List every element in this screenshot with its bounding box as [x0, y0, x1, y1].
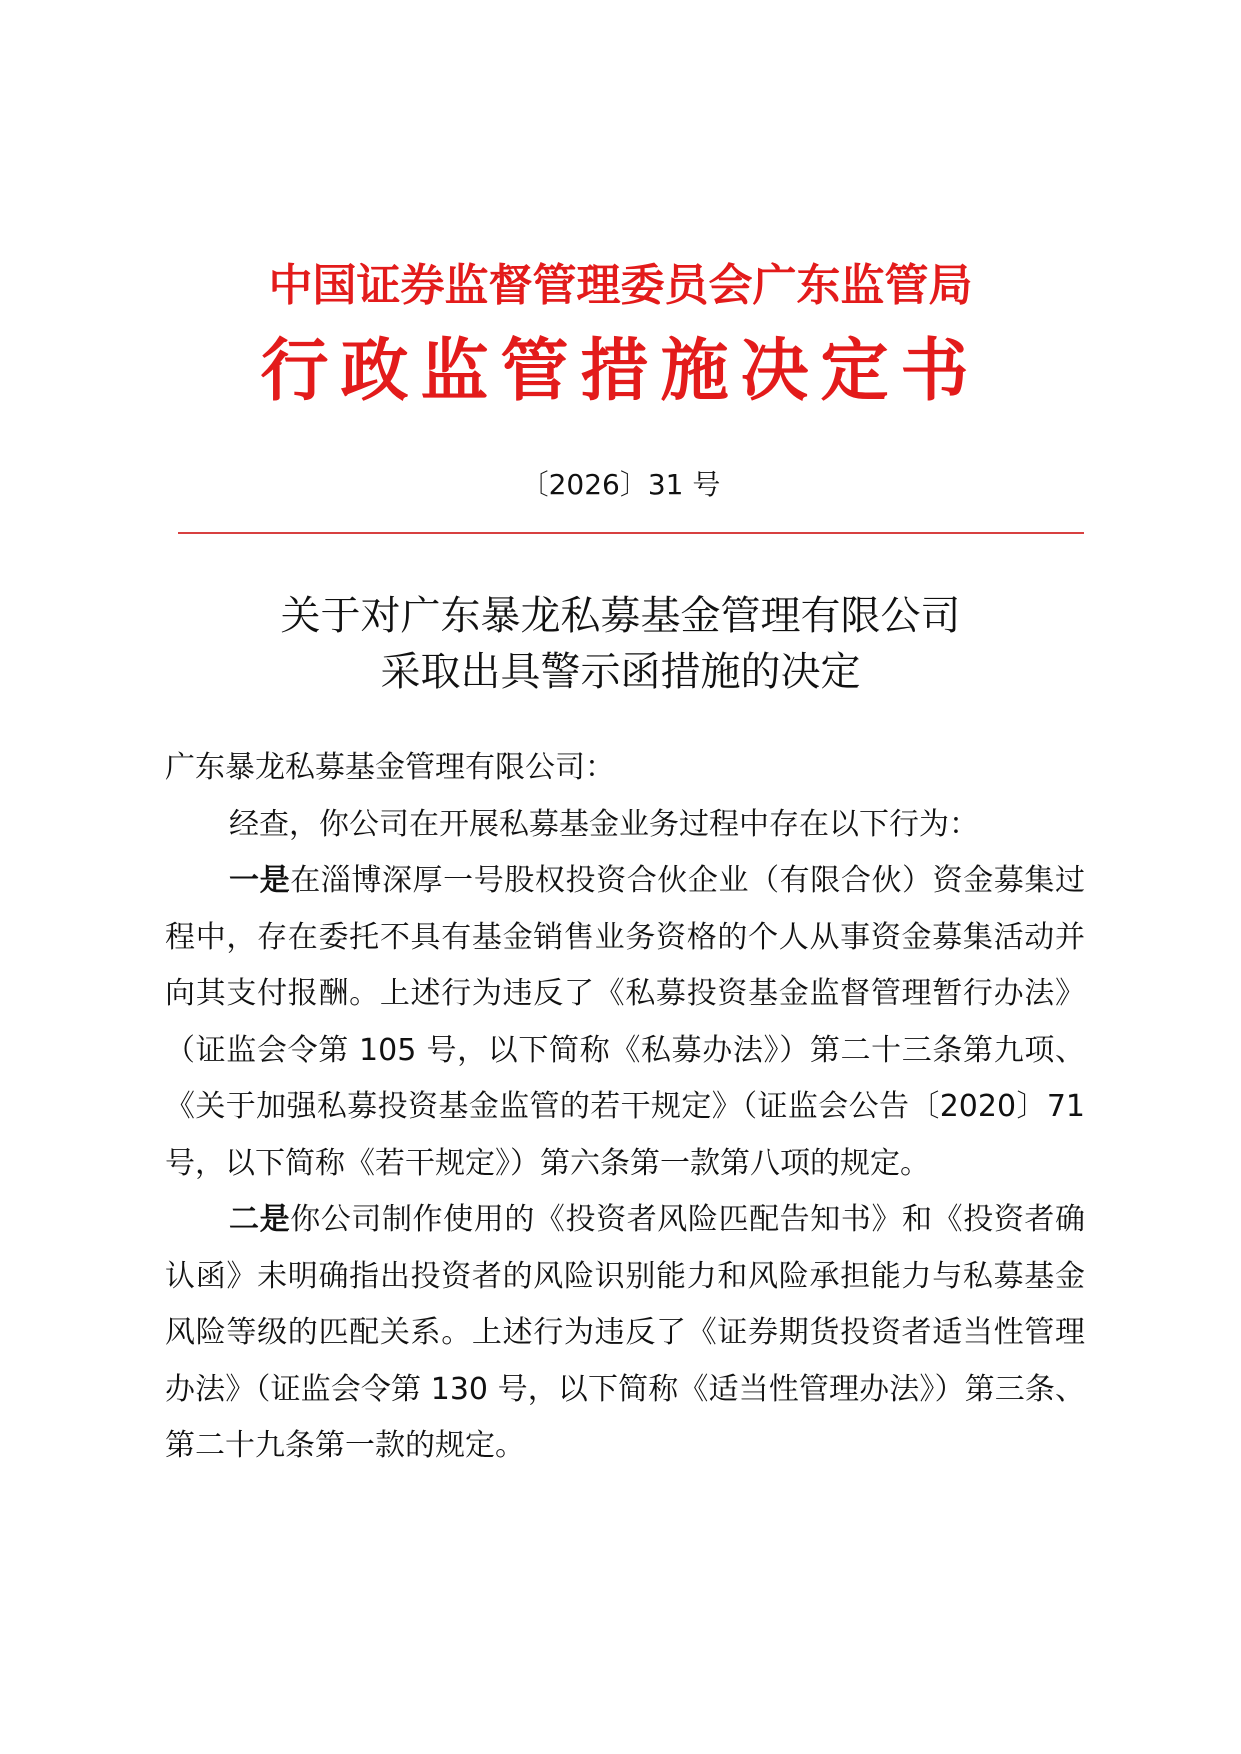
decision-subject: [0, 588, 1241, 700]
item-1-text: 在淄博深厚一号股权投资合伙企业（有限合伙）资金募集过程中，存在委托不具有基金销售业务资格的个人从事资金募集活动并向其支付报酬。上述行为违反了《私募投资基金监督管理暂行办法》（证监会令第 105 号，以下简称《私募办法》）第二十三条第九项、《关于加强私募投资基金监管的若干规定》（证监会公告〔2020〕71 号，以下简称《若干规定》）第六条第一款第八项的规定。: [165, 863, 1086, 1181]
subject-line-1: 关于对广东暴龙私募基金管理有限公司: [280, 593, 961, 639]
issuing-authority: 中国证券监督管理委员会广东监管局: [268, 260, 973, 311]
document-body: [165, 740, 1085, 1475]
document-number: 〔2026〕31 号: [520, 468, 721, 501]
document-type-title: 行政监管措施决定书: [260, 332, 981, 411]
intro-paragraph: 经查，你公司在开展私募基金业务过程中存在以下行为：: [229, 806, 979, 842]
violation-item-1: [165, 853, 1085, 1192]
subject-line-2: 采取出具警示函措施的决定: [380, 649, 861, 695]
violation-item-2: [165, 1192, 1085, 1475]
item-2-label: 二是: [229, 1202, 291, 1237]
item-2-text: 你公司制作使用的《投资者风险匹配告知书》和《投资者确认函》未明确指出投资者的风险识别能力和风险承担能力与私募基金风险等级的匹配关系。上述行为违反了《证券期货投资者适当性管理办法》（证监会令第 130 号，以下简称《适当性管理办法》）第三条、第二十九条第一款的规定。: [165, 1202, 1086, 1463]
addressee: 广东暴龙私募基金管理有限公司：: [165, 750, 615, 785]
red-divider-line: [178, 532, 1084, 534]
item-1-label: 一是: [229, 863, 291, 898]
